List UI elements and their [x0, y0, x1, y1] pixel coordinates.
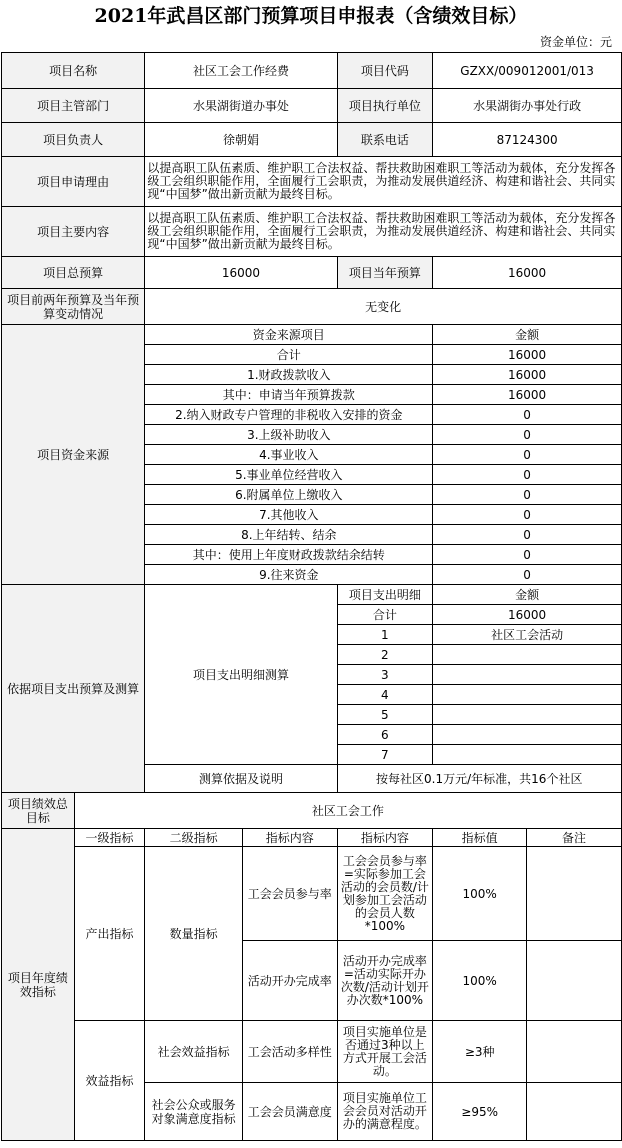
- indicator-note: [527, 941, 622, 1021]
- benefit-indicator-label: 效益指标: [74, 1021, 145, 1141]
- project-name-label: 项目名称: [2, 53, 145, 89]
- expense-row-value: [433, 665, 622, 685]
- funding-amount: 16000: [433, 345, 622, 365]
- expense-total: 16000: [433, 605, 622, 625]
- total-budget-label: 项目总预算: [2, 257, 145, 289]
- funding-amount: 0: [433, 485, 622, 505]
- budget-change: 无变化: [145, 289, 622, 325]
- expense-detail-label: 项目支出明细测算: [145, 585, 337, 765]
- perf-header-level2: 二级指标: [145, 829, 243, 847]
- funding-item: 7.其他收入: [145, 505, 433, 525]
- expense-row-value: [433, 685, 622, 705]
- phone: 87124300: [433, 123, 622, 157]
- exec-unit: 水果湖街办事处行政: [433, 89, 622, 123]
- total-budget: 16000: [145, 257, 337, 289]
- funding-item: 9.往来资金: [145, 565, 433, 585]
- expense-row-value: [433, 725, 622, 745]
- expense-row-no: 3: [337, 665, 433, 685]
- funding-item: 合计: [145, 345, 433, 365]
- project-name: 社区工会工作经费: [145, 53, 337, 89]
- funding-item: 其中：申请当年预算拨款: [145, 385, 433, 405]
- funding-amount: 0: [433, 565, 622, 585]
- output-indicator-label: 产出指标: [74, 847, 145, 1021]
- expense-row-no: 1: [337, 625, 433, 645]
- indicator-value: 100%: [433, 847, 527, 941]
- funding-item: 5.事业单位经营收入: [145, 465, 433, 485]
- funding-item: 4.事业收入: [145, 445, 433, 465]
- perf-header-content: 指标内容: [242, 829, 337, 847]
- indicator-name: 工会会员参与率: [242, 847, 337, 941]
- expense-total-label: 合计: [337, 605, 433, 625]
- content: 以提高职工队伍素质、维护职工合法权益、帮扶救助困难职工等活动为载体，充分发挥各级工会组织职能作用，全面履行工会职责，为推动发展供道经济、构建和谐社会、共同实现“中国梦”做出新贡献为最终目标。: [145, 207, 622, 257]
- funding-item: 3.上级补助收入: [145, 425, 433, 445]
- indicator-name: 工会会员满意度: [242, 1083, 337, 1141]
- perf-header-content-2: 指标内容: [337, 829, 433, 847]
- expense-basis-label: 测算依据及说明: [145, 765, 337, 793]
- dept: 水果湖街道办事处: [145, 89, 337, 123]
- project-code-label: 项目代码: [337, 53, 433, 89]
- perf-year-label: 项目年度绩效指标: [2, 829, 75, 1141]
- perf-header-note: 备注: [527, 829, 622, 847]
- expense-row-no: 5: [337, 705, 433, 725]
- satisfaction-indicator-label: 社会公众或服务对象满意度指标: [145, 1083, 243, 1141]
- expense-row-no: 7: [337, 745, 433, 765]
- expense-row-value: 社区工会活动: [433, 625, 622, 645]
- exec-unit-label: 项目执行单位: [337, 89, 433, 123]
- expense-label: 依据项目支出预算及测算: [2, 585, 145, 793]
- funding-item: 8.上年结转、结余: [145, 525, 433, 545]
- funding-amount: 0: [433, 545, 622, 565]
- reason-label: 项目申请理由: [2, 157, 145, 207]
- expense-row-no: 2: [337, 645, 433, 665]
- indicator-desc: 活动开办完成率=活动实际开办次数/活动计划开办次数*100%: [337, 941, 433, 1021]
- expense-row-no: 4: [337, 685, 433, 705]
- perf-header-value: 指标值: [433, 829, 527, 847]
- funding-item: 1.财政拨款收入: [145, 365, 433, 385]
- funding-item: 6.附属单位上缴收入: [145, 485, 433, 505]
- funding-amount: 0: [433, 525, 622, 545]
- funding-header-amount: 金额: [433, 325, 622, 345]
- indicator-value: ≥95%: [433, 1083, 527, 1141]
- funding-amount: 0: [433, 405, 622, 425]
- expense-row-value: [433, 745, 622, 765]
- expense-row-no: 6: [337, 725, 433, 745]
- expense-header-amount: 金额: [433, 585, 622, 605]
- indicator-desc: 项目实施单位是否通过3种以上方式开展工会活动。: [337, 1021, 433, 1083]
- indicator-value: ≥3种: [433, 1021, 527, 1083]
- indicator-desc: 工会会员参与率=实际参加工会活动的会员数/计划参加工会活动的会员人数*100%: [337, 847, 433, 941]
- expense-basis: 按每社区0.1万元/年标准，共16个社区: [337, 765, 621, 793]
- funding-amount: 0: [433, 505, 622, 525]
- funding-amount: 0: [433, 425, 622, 445]
- expense-header-item: 项目支出明细: [337, 585, 433, 605]
- indicator-note: [527, 1083, 622, 1141]
- page-title: 2021年武昌区部门预算项目申报表（含绩效目标）: [94, 5, 528, 27]
- year-budget: 16000: [433, 257, 622, 289]
- indicator-note: [527, 847, 622, 941]
- indicator-desc: 项目实施单位工会会员对活动开办的满意程度。: [337, 1083, 433, 1141]
- project-code: GZXX/009012001/013: [433, 53, 622, 89]
- expense-row-value: [433, 645, 622, 665]
- perf-goal: 社区工会工作: [74, 793, 621, 829]
- social-benefit-label: 社会效益指标: [145, 1021, 243, 1083]
- reason: 以提高职工队伍素质、维护职工合法权益、帮扶救助困难职工等活动为载体，充分发挥各级工会组织职能作用，全面履行工会职责，为推动发展供道经济、构建和谐社会、共同实现“中国梦”做出新贡献为最终目标。: [145, 157, 622, 207]
- perf-goal-label: 项目绩效总目标: [2, 793, 75, 829]
- content-label: 项目主要内容: [2, 207, 145, 257]
- indicator-note: [527, 1021, 622, 1083]
- expense-row-value: [433, 705, 622, 725]
- budget-form-table: [1, 52, 622, 1141]
- year-budget-label: 项目当年预算: [337, 257, 433, 289]
- funding-amount: 16000: [433, 365, 622, 385]
- indicator-name: 工会活动多样性: [242, 1021, 337, 1083]
- indicator-value: 100%: [433, 941, 527, 1021]
- funding-header-item: 资金来源项目: [145, 325, 433, 345]
- perf-header-level1: 一级指标: [74, 829, 145, 847]
- budget-change-label: 项目前两年预算及当年预算变动情况: [2, 289, 145, 325]
- leader: 徐朝娟: [145, 123, 337, 157]
- indicator-name: 活动开办完成率: [242, 941, 337, 1021]
- funding-amount: 0: [433, 465, 622, 485]
- leader-label: 项目负责人: [2, 123, 145, 157]
- funding-amount: 16000: [433, 385, 622, 405]
- dept-label: 项目主管部门: [2, 89, 145, 123]
- quantity-indicator-label: 数量指标: [145, 847, 243, 1021]
- funding-label: 项目资金来源: [2, 325, 145, 585]
- funding-item: 2.纳入财政专户管理的非税收入安排的资金: [145, 405, 433, 425]
- funding-amount: 0: [433, 445, 622, 465]
- funding-item: 其中：使用上年度财政拨款结余结转: [145, 545, 433, 565]
- currency-unit: 资金单位：元: [539, 35, 612, 49]
- phone-label: 联系电话: [337, 123, 433, 157]
